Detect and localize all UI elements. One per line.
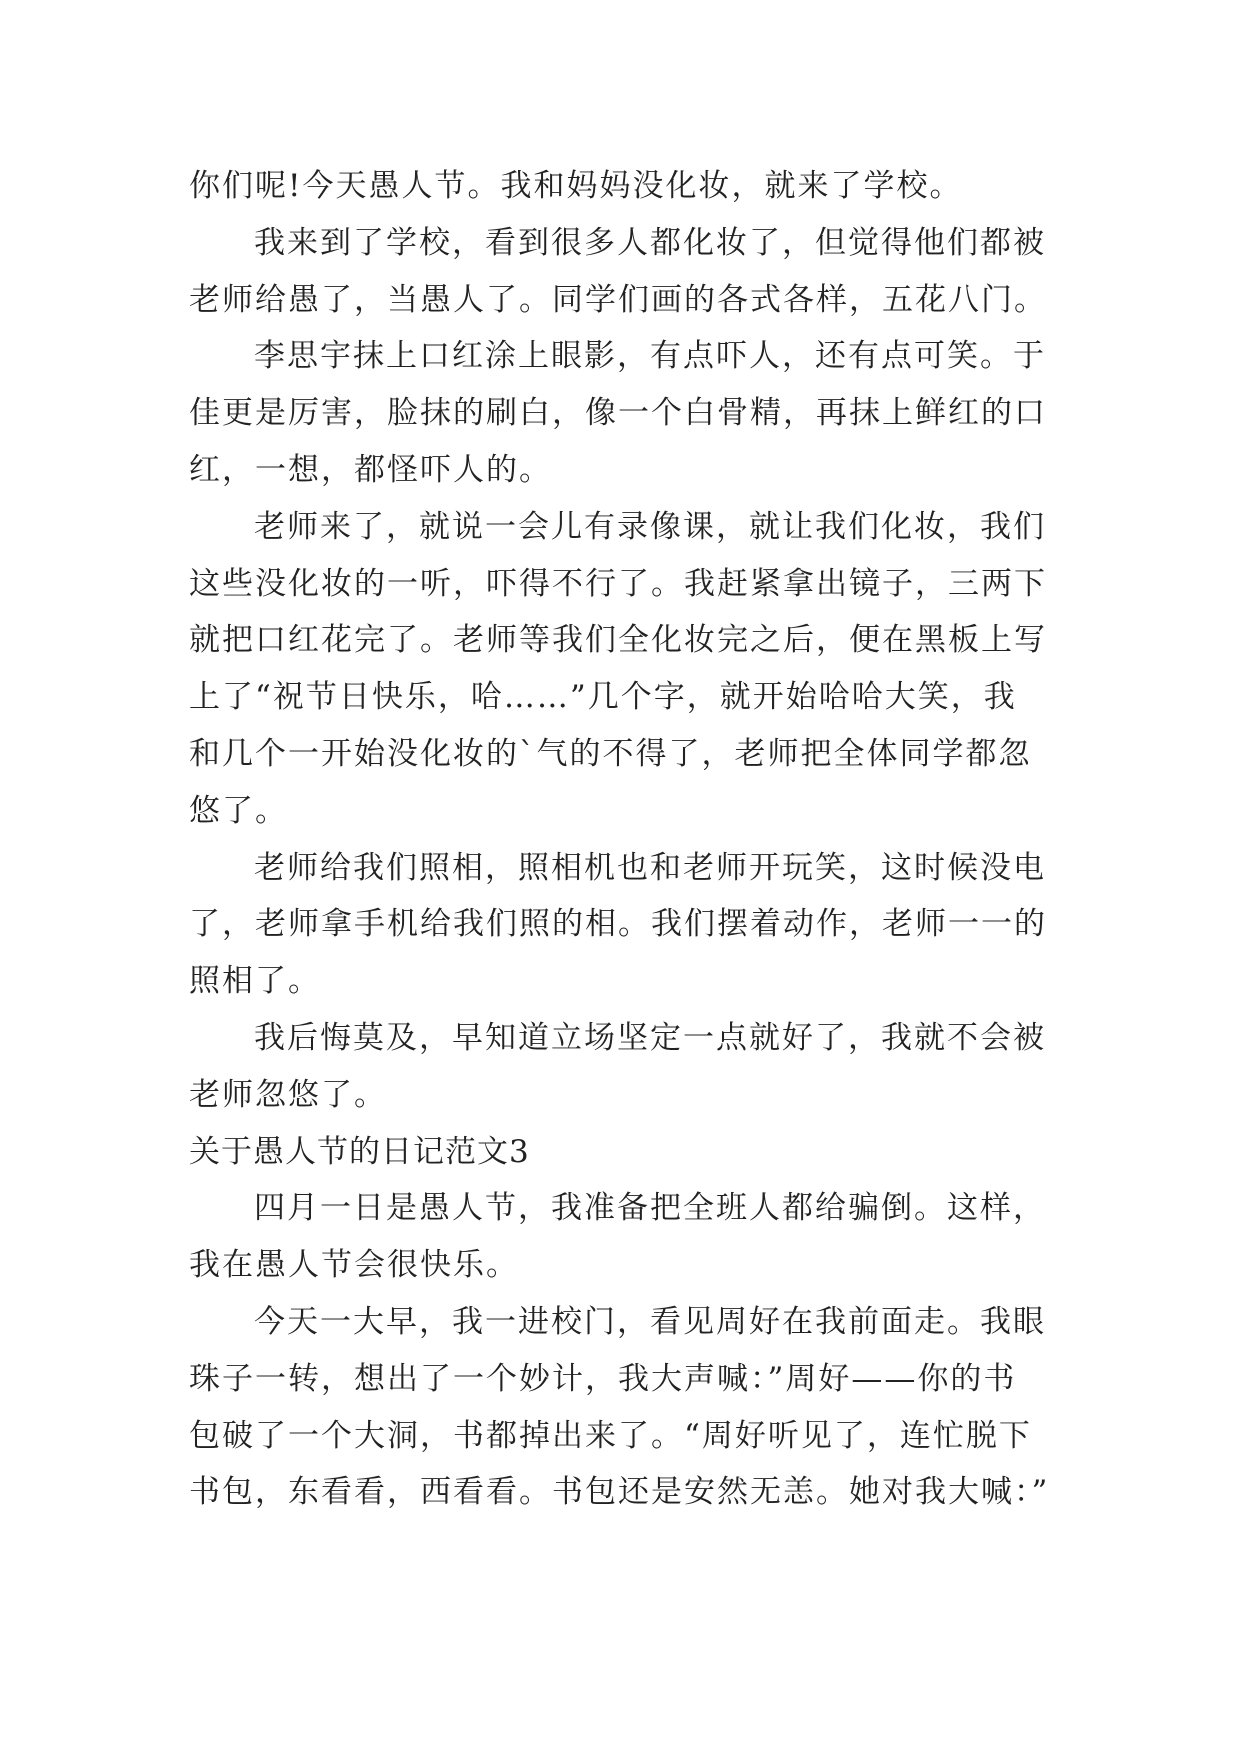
text-line: 珠子一转，想出了一个妙计，我大声喊：”周好——你的书 — [189, 1360, 1017, 1397]
text-line: 就把口红花完了。老师等我们全化妆完之后，便在黑板上写 — [189, 622, 1047, 659]
text-line: 包破了一个大洞，书都掉出来了。“周好听见了，连忙脱下 — [189, 1417, 1032, 1454]
text-line: 我后悔莫及，早知道立场坚定一点就好了，我就不会被 — [254, 1019, 1046, 1056]
text-line: 上了“祝节日快乐，哈……”几个字，就开始哈哈大笑，我 — [189, 679, 1017, 716]
text-line: 佳更是厉害，脸抹的刷白，像一个白骨精，再抹上鲜红的口 — [189, 395, 1047, 432]
text-line: 了，老师拿手机给我们照的相。我们摆着动作，老师一一的 — [189, 906, 1047, 943]
text-line: 书包，东看看，西看看。书包还是安然无恙。她对我大喊：” — [189, 1474, 1050, 1511]
text-line: 我来到了学校，看到很多人都化妆了，但觉得他们都被 — [254, 224, 1046, 261]
text-line: 老师给愚了，当愚人了。同学们画的各式各样，五花八门。 — [189, 281, 1047, 318]
document-body — [189, 158, 1069, 1521]
text-line: 悠了。 — [189, 792, 288, 829]
text-line: 今天一大早，我一进校门，看见周好在我前面走。我眼 — [254, 1303, 1046, 1340]
section-heading: 关于愚人节的日记范文3 — [189, 1133, 530, 1170]
text-line: 和几个一开始没化妆的`气的不得了，老师把全体同学都忽 — [189, 735, 1032, 772]
text-line: 老师忽悠了。 — [189, 1076, 387, 1113]
text-line: 老师给我们照相，照相机也和老师开玩笑，这时候没电 — [254, 849, 1046, 886]
text-line: 李思宇抹上口红涂上眼影，有点吓人，还有点可笑。于 — [254, 338, 1046, 375]
text-line: 我在愚人节会很快乐。 — [189, 1247, 519, 1284]
text-line: 红，一想，都怪吓人的。 — [189, 451, 552, 488]
text-line: 四月一日是愚人节，我准备把全班人都给骗倒。这样， — [254, 1190, 1046, 1227]
text-line: 你们呢!今天愚人节。我和妈妈没化妆，就来了学校。 — [189, 168, 963, 204]
text-line: 照相了。 — [189, 963, 321, 1000]
text-line: 这些没化妆的一听，吓得不行了。我赶紧拿出镜子，三两下 — [189, 565, 1047, 602]
text-line: 老师来了，就说一会儿有录像课，就让我们化妆，我们 — [254, 508, 1046, 545]
